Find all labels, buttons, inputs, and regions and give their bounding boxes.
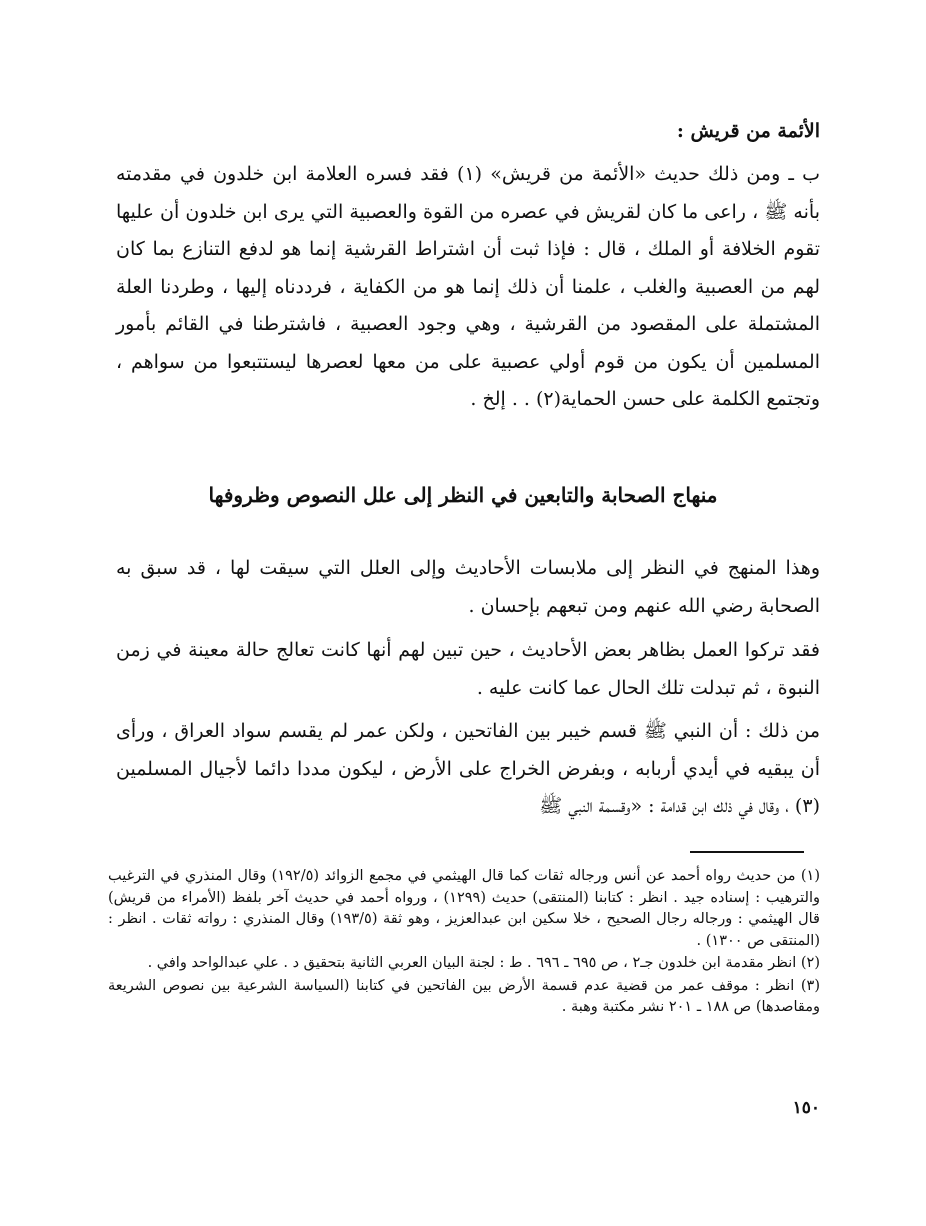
- paragraph-3: فقد تركوا العمل بظاهر بعض الأحاديث ، حين تبين لهم أنها كانت تعالج حالة معينة في زمن النبوة ، ثم تبدلت تلك الحال عما كانت عليه .: [116, 639, 820, 699]
- paragraph-1: ب ـ ومن ذلك حديث «الأئمة من قريش» (١) فقد فسره العلامة ابن خلدون في مقدمته بأنه ﷺ ، راعى ما كان لقريش في عصره من القوة والعصبية التي يرى ابن خلدون أن عليها تقوم الخلافة أو الملك ، قال : فإذا ثبت أن اشتراط القرشية إنما هو لدفع التنازع بما كان لهم من العصبية والغلب ، علمنا أن ذلك إنما هو من الكفاية ، فرددناه إليها ، وطردنا العلة المشتملة على المقصود من القرشية ، وهي وجود العصبية ، فاشترطنا في القائم بأمور المسلمين أن يكون من قوم أولي عصبية على من معها لعصرها ليستتبعوا من سواهم ، وتجتمع الكلمة على حسن الحماية(٢) . . إلخ .: [116, 163, 820, 410]
- footnotes: [108, 866, 820, 1020]
- chapter-heading: منهاج الصحابة والتابعين في النظر إلى علل النصوص وظروفها: [208, 483, 718, 507]
- footnote-3: (٣) انظر : موقف عمر من قضية عدم قسمة الأرض بين الفاتحين في كتابنا (السياسة الشرعية بين نصوص الشريعة ومقاصدها) ص ١٨٨ ـ ٢٠١ نشر مكتبة وهبة .: [108, 977, 820, 1015]
- section-heading: الأئمة من قريش :: [676, 120, 820, 142]
- paragraph-2: وهذا المنهج في النظر إلى ملابسات الأحاديث وإلى العلل التي سيقت لها ، قد سبق به الصحابة رضي الله عنهم ومن تبعهم بإحسان .: [116, 557, 820, 617]
- footnote-separator: [690, 851, 804, 853]
- paragraph-4: من ذلك : أن النبي ﷺ قسم خيبر بين الفاتحين ، ولكن عمر لم يقسم سواد العراق ، ورأى أن يبقيه في أيدي أربابه ، وبفرض الخراج على الأرض ، ليكون مددا دائما لأجيال المسلمين (٣) ، وقال في ذلك ابن قدامة : «وقسمة النبي ﷺ: [116, 720, 820, 817]
- footnote-1: (١) من حديث رواه أحمد عن أنس ورجاله ثقات كما قال الهيثمي في مجمع الزوائد (١٩٢/٥) وقال المنذري في الترغيب والترهيب : إسناده جيد . انظر : كتابنا (المنتقى) حديث (١٢٩٩) ، ورواه أحمد في حديث آخر بلفظ (الأمراء من قريش) قال الهيثمي : ورجاله رجال الصحيح ، خلا سكين ابن عبدالعزيز ، وهو ثقة (١٩٣/٥) وقال المنذري : رواته ثقات . انظر : (المنتقى ص ١٣٠٠) .: [108, 868, 820, 949]
- footnote-2: (٢) انظر مقدمة ابن خلدون جـ٢ ، ص ٦٩٥ ـ ٦٩٦ . ط : لجنة البيان العربي الثانية بتحقيق د . علي عبدالواحد وافي .: [147, 955, 820, 971]
- page-number: ١٥٠: [792, 1098, 820, 1118]
